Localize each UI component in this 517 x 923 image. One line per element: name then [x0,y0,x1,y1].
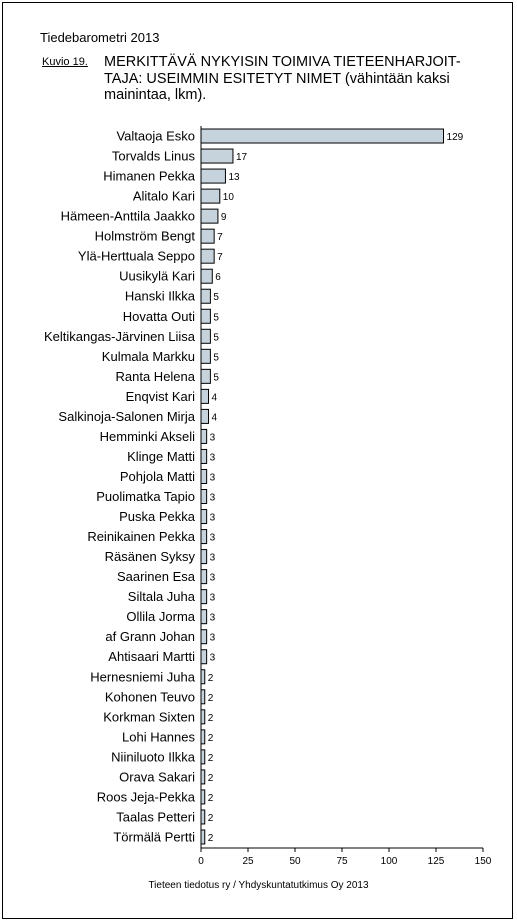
value-label: 4 [211,392,218,404]
bar [201,329,210,343]
category-label: Ylä-Herttuala Seppo [77,248,195,264]
category-label: Hämeen-Anttila Jaakko [60,208,195,224]
value-label: 3 [209,492,216,504]
value-label: 3 [209,632,216,644]
category-label: Törmälä Pertti [113,829,195,845]
bar [201,469,207,483]
value-label: 2 [207,672,214,684]
bar [201,229,214,243]
value-label: 2 [207,792,214,804]
bar [201,449,207,463]
bar [201,530,207,544]
value-label: 3 [209,432,216,444]
value-label: 5 [213,292,219,304]
value-label: 5 [213,312,219,324]
x-tick-label: 75 [336,856,348,867]
bar [201,730,205,744]
value-label: 3 [209,652,216,664]
bar [201,550,207,564]
value-label: 5 [213,332,219,344]
category-label: Saarinen Esa [116,569,195,585]
x-tick-label: 25 [242,856,254,867]
x-tick-label: 100 [380,856,398,867]
category-label: Klinge Matti [127,448,195,464]
bar [201,830,205,844]
bar [201,610,207,624]
x-tick-label: 150 [474,856,492,867]
value-label: 2 [207,772,214,784]
value-label: 3 [209,472,216,484]
category-label: Hernesniemi Juha [90,669,195,685]
value-label: 17 [235,152,248,164]
category-label: Himanen Pekka [103,168,195,184]
bar [201,289,210,303]
value-label: 3 [209,572,216,584]
category-label: Puska Pekka [119,509,195,525]
bar [201,670,205,684]
category-label: Siltala Juha [127,589,195,605]
bar [201,810,205,824]
bar [201,510,207,524]
category-label: Enqvist Kari [125,388,195,404]
category-label: Salkinoja-Salonen Mirja [58,408,195,424]
bar [201,389,209,403]
bar [201,490,207,504]
value-label: 13 [228,172,240,184]
report-title: Tiedebarometri 2013 [40,30,160,45]
value-label: 2 [207,712,214,724]
x-tick-label: 0 [198,856,204,867]
figure-label: Kuvio 19. [42,56,88,68]
category-label: Taalas Petteri [116,809,195,825]
value-label: 3 [209,452,216,464]
category-label: Puolimatka Tapio [96,489,195,505]
bar [201,249,214,263]
bar [201,209,218,223]
value-label: 10 [222,192,234,204]
category-label: Uusikylä Kari [119,268,195,284]
value-label: 2 [207,752,214,764]
bar [201,129,444,143]
category-label: Ranta Helena [115,368,195,384]
value-label: 3 [209,592,216,604]
value-label: 2 [207,692,214,704]
source-note: Tieteen tiedotus ry / Yhdyskuntatutkimus Oy 2013 [148,880,369,891]
value-label: 3 [209,532,216,544]
value-label: 129 [446,132,464,144]
value-label: 5 [213,352,219,364]
category-label: Pohjola Matti [119,468,195,484]
category-label: Ollila Jorma [126,609,195,625]
bar [201,570,207,584]
value-label: 3 [209,612,216,624]
category-label: Kohonen Teuvo [104,689,195,705]
bar [201,269,212,283]
category-label: Roos Jeja-Pekka [96,789,195,805]
value-label: 6 [215,272,221,284]
value-label: 7 [217,232,223,244]
value-label: 9 [220,212,227,224]
bar [201,409,209,423]
category-label: Ahtisaari Martti [108,649,195,665]
value-label: 2 [207,832,214,844]
bar [201,349,210,363]
value-label: 3 [209,552,216,564]
bar [201,690,205,704]
bar [201,309,210,323]
category-label: Holmström Bengt [94,228,195,244]
category-label: Räsänen Syksy [104,549,195,565]
category-label: Alitalo Kari [132,188,195,204]
category-label: Orava Sakari [119,769,195,785]
category-label: Keltikangas-Järvinen Liisa [43,328,195,344]
bar [201,630,207,644]
value-label: 4 [211,412,218,424]
bar [201,750,205,764]
category-label: Torvalds Linus [111,148,195,164]
category-label: Reinikainen Pekka [87,529,195,545]
category-label: af Grann Johan [105,629,195,645]
bar [201,710,205,724]
x-tick-label: 125 [427,856,445,867]
bar [201,169,225,183]
bar [201,149,233,163]
value-label: 3 [209,512,216,524]
category-label: Hovatta Outi [122,308,195,324]
bar [201,189,220,203]
bar [201,770,205,784]
bar [201,650,207,664]
category-label: Valtaoja Esko [116,128,195,144]
figure-caption: MERKITTÄVÄ NYKYISIN TOIMIVA TIETEENHARJOIT-TAJA: USEIMMIN ESITETYT NIMET (vähintään kaksi mainintaa, lkm). [104,54,461,103]
category-label: Korkman Sixten [103,709,195,725]
bar [201,790,205,804]
category-label: Kulmala Markku [101,348,195,364]
category-label: Hanski Ilkka [124,288,195,304]
category-label: Hemminki Akseli [99,428,195,444]
bar [201,369,210,383]
value-label: 5 [213,372,219,384]
x-tick-label: 50 [289,856,301,867]
value-label: 2 [207,732,214,744]
bar [201,590,207,604]
category-label: Niiniluoto Ilkka [111,749,195,765]
value-label: 7 [217,252,223,264]
bar [201,429,207,443]
value-label: 2 [207,812,214,824]
category-label: Lohi Hannes [122,729,195,745]
